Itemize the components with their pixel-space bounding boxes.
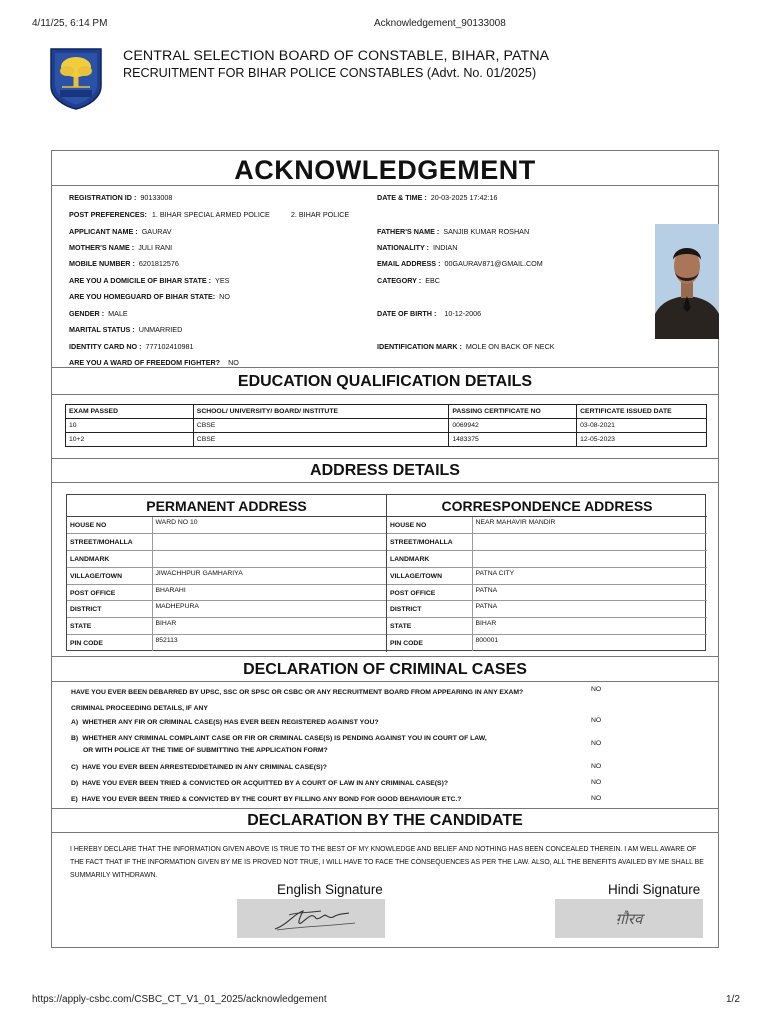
table-row (66, 419, 707, 433)
divider (52, 482, 718, 483)
identity-card-value: 777102410981 (145, 342, 194, 351)
table-row (387, 618, 707, 635)
column-header: PASSING CERTIFICATE NO (449, 405, 577, 419)
bihar-police-emblem-icon (48, 46, 104, 110)
address-value: JIWACHHPUR GAMHARIYA (152, 567, 386, 584)
freedom-fighter-field (69, 358, 239, 367)
criminal-question-c (71, 764, 327, 771)
candidate-declaration-title: DECLARATION BY THE CANDIDATE (247, 812, 523, 829)
address-value: PATNA (472, 584, 707, 601)
category-value: EBC (425, 276, 440, 285)
mother-name-field (69, 243, 172, 252)
address-label: STATE (67, 618, 152, 635)
address-value: NEAR MAHAVIR MANDIR (472, 517, 707, 534)
table-row (387, 584, 707, 601)
post-preference-2: 2. BIHAR POLICE (290, 210, 350, 219)
column-header: SCHOOL/ UNIVERSITY/ BOARD/ INSTITUTE (193, 405, 449, 419)
criminal-cases-title: DECLARATION OF CRIMINAL CASES (243, 661, 527, 678)
table-row (387, 567, 707, 584)
education-table (65, 404, 707, 447)
address-value (472, 534, 707, 551)
dob-value: 10-12-2006 (444, 309, 482, 318)
registration-id-label: REGISTRATION ID : (69, 193, 137, 202)
dob-label: DATE OF BIRTH : (377, 309, 437, 318)
date-time-field (377, 193, 498, 202)
address-value: WARD NO 10 (152, 517, 386, 534)
table-cell: 12-05-2023 (577, 433, 707, 447)
divider (52, 367, 718, 368)
category-label: CATEGORY : (377, 276, 422, 285)
identity-card-field (69, 342, 194, 351)
freedom-fighter-label: ARE YOU A WARD OF FREEDOM FIGHTER? (69, 358, 221, 367)
marital-status-field (69, 325, 182, 334)
address-value: PATNA (472, 601, 707, 618)
table-row (67, 584, 386, 601)
homeguard-label: ARE YOU HOMEGUARD OF BIHAR STATE: (69, 292, 216, 301)
address-value: BIHAR (152, 618, 386, 635)
table-cell: CBSE (193, 433, 449, 447)
address-label: VILLAGE/TOWN (387, 567, 472, 584)
table-cell: 0069942 (449, 419, 577, 433)
table-row (387, 517, 707, 534)
address-label: POST OFFICE (67, 584, 152, 601)
question-text: HAVE YOU EVER BEEN ARRESTED/DETAINED IN ANY CRIMINAL CASE(S)? (82, 764, 327, 771)
question-number: E) (71, 796, 78, 803)
applicant-name-field (69, 227, 172, 236)
marital-status-value: UNMARRIED (138, 325, 183, 334)
address-value: BIHAR (472, 618, 707, 635)
category-field (377, 276, 440, 285)
page-title: ACKNOWLEDGEMENT (234, 155, 536, 185)
email-value: 00GAURAV871@GMAIL.COM (444, 259, 543, 268)
address-label: HOUSE NO (387, 517, 472, 534)
address-label: VILLAGE/TOWN (67, 567, 152, 584)
address-label: HOUSE NO (67, 517, 152, 534)
table-row (67, 635, 386, 652)
email-label: EMAIL ADDRESS : (377, 259, 441, 268)
column-header: CERTIFICATE ISSUED DATE (577, 405, 707, 419)
mother-name-value: JULI RANI (138, 243, 173, 252)
post-preferences-field (69, 210, 349, 219)
question-text: HAVE YOU EVER BEEN TRIED & CONVICTED OR ACQUITTED BY A COURT OF LAW IN ANY CRIMINAL CASE(S)? (82, 780, 448, 787)
identification-mark-field (377, 342, 555, 351)
criminal-question-e (71, 796, 461, 803)
question-number: C) (71, 764, 79, 771)
table-row (387, 551, 707, 568)
board-title: CENTRAL SELECTION BOARD OF CONSTABLE, BIHAR, PATNA (123, 48, 550, 64)
father-name-value: SANJIB KUMAR ROSHAN (443, 227, 530, 236)
print-page-number: 1/2 (726, 994, 740, 1005)
permanent-address-title: PERMANENT ADDRESS (67, 495, 386, 517)
address-label: DISTRICT (67, 601, 152, 618)
address-value: MADHEPURA (152, 601, 386, 618)
address-table (66, 494, 706, 651)
divider (52, 394, 718, 395)
divider (52, 458, 718, 459)
table-cell: 10 (66, 419, 194, 433)
permanent-address-section (67, 495, 387, 652)
address-value (152, 551, 386, 568)
table-row (387, 635, 707, 652)
date-time-label: DATE & TIME : (377, 193, 427, 202)
marital-status-label: MARITAL STATUS : (69, 325, 135, 334)
identity-card-label: IDENTITY CARD NO : (69, 342, 142, 351)
gender-value: MALE (108, 309, 128, 318)
homeguard-field (69, 292, 230, 301)
post-preference-1: 1. BIHAR SPECIAL ARMED POLICE (151, 210, 270, 219)
table-row (67, 567, 386, 584)
mobile-label: MOBILE NUMBER : (69, 259, 135, 268)
nationality-field (377, 243, 457, 252)
criminal-question-d (71, 780, 448, 787)
table-cell: 1483375 (449, 433, 577, 447)
table-cell: 10+2 (66, 433, 194, 447)
criminal-answer-d: NO (591, 779, 602, 786)
debarred-answer: NO (591, 686, 602, 693)
address-label: LANDMARK (67, 551, 152, 568)
table-cell: 03-08-2021 (577, 419, 707, 433)
print-url: https://apply-csbc.com/CSBC_CT_V1_01_2025/acknowledgement (32, 994, 327, 1005)
correspondence-address-section (387, 495, 707, 652)
table-row (67, 618, 386, 635)
domicile-label: ARE YOU A DOMICILE OF BIHAR STATE : (69, 276, 212, 285)
registration-id-value: 90133008 (140, 193, 173, 202)
homeguard-value: NO (219, 292, 230, 301)
address-label: PIN CODE (387, 635, 472, 652)
english-signature-image (237, 899, 385, 938)
applicant-photo (655, 224, 719, 339)
divider (52, 832, 718, 833)
mobile-value: 6201812576 (138, 259, 179, 268)
print-datetime: 4/11/25, 6:14 PM (32, 18, 108, 29)
declaration-text: I HEREBY DECLARE THAT THE INFORMATION GIVEN ABOVE IS TRUE TO THE BEST OF MY KNOWLEDGE AND BELIEF AND NOTHING HAS BEEN CONCEALED THEREIN. I AM WELL AWARE OF THE FACT THAT IF THE INFORMATION GIVEN BY ME IS PROVED NOT TRUE, I WILL HAVE TO FACE THE CONSEQUENCES AS PER THE LAW. ALSO, ALL THE BENEFITS AVAILED BY ME SHALL BE SUMMARILY WITHDRAWN. (70, 846, 704, 879)
divider (52, 808, 718, 809)
applicant-name-label: APPLICANT NAME : (69, 227, 138, 236)
criminal-question-b (71, 735, 487, 742)
address-label: STREET/MOHALLA (67, 534, 152, 551)
post-preferences-label: POST PREFERENCES: (69, 210, 147, 219)
table-row (67, 517, 386, 534)
question-text: WHETHER ANY FIR OR CRIMINAL CASE(S) HAS EVER BEEN REGISTERED AGAINST YOU? (82, 719, 379, 726)
father-name-label: FATHER'S NAME : (377, 227, 440, 236)
date-time-value: 20-03-2025 17:42:16 (430, 193, 498, 202)
question-text: WHETHER ANY CRIMINAL COMPLAINT CASE OR FIR OR CRIMINAL CASE(S) IS PENDING AGAINST YOU IN COURT OF LAW, (82, 735, 487, 742)
acknowledgement-form (51, 150, 719, 948)
gender-field (69, 309, 128, 318)
mother-name-label: MOTHER'S NAME : (69, 243, 135, 252)
address-value (472, 551, 707, 568)
address-label: POST OFFICE (387, 584, 472, 601)
permanent-address-table (67, 517, 386, 651)
correspondence-address-table (387, 517, 707, 651)
question-number: A) (71, 719, 79, 726)
table-header-row (66, 405, 707, 419)
address-value: 852113 (155, 637, 178, 645)
column-header: EXAM PASSED (66, 405, 194, 419)
table-cell: CBSE (193, 419, 449, 433)
address-value: BHARAHI (152, 584, 386, 601)
correspondence-address-title: CORRESPONDENCE ADDRESS (387, 495, 707, 517)
divider (52, 656, 718, 657)
divider (52, 185, 718, 186)
registration-id-field (69, 193, 172, 202)
address-label: PIN CODE (67, 635, 152, 652)
father-name-field (377, 227, 529, 236)
english-signature-label: English Signature (277, 882, 383, 897)
criminal-answer-b: NO (591, 740, 602, 747)
address-label: DISTRICT (387, 601, 472, 618)
address-value: PATNA CITY (472, 567, 707, 584)
criminal-proceeding-label: CRIMINAL PROCEEDING DETAILS, IF ANY (71, 705, 208, 712)
gender-label: GENDER : (69, 309, 105, 318)
criminal-question-a (71, 719, 379, 726)
table-row (67, 551, 386, 568)
table-row (387, 601, 707, 618)
question-number: D) (71, 780, 79, 787)
education-title: EDUCATION QUALIFICATION DETAILS (237, 373, 533, 390)
divider (52, 681, 718, 682)
address-value: 800001 (475, 637, 499, 645)
hindi-signature-label: Hindi Signature (608, 882, 701, 897)
nationality-value: INDIAN (433, 243, 458, 252)
identification-mark-value: MOLE ON BACK OF NECK (465, 342, 555, 351)
email-field (377, 259, 543, 268)
applicant-name-value: GAURAV (141, 227, 172, 236)
table-row (66, 433, 707, 447)
hindi-signature-image (555, 899, 703, 938)
freedom-fighter-value: NO (228, 358, 239, 367)
table-row (387, 534, 707, 551)
criminal-answer-e: NO (591, 795, 602, 802)
identification-mark-label: IDENTIFICATION MARK : (377, 342, 462, 351)
nationality-label: NATIONALITY : (377, 243, 430, 252)
question-text: HAVE YOU EVER BEEN TRIED & CONVICTED BY THE COURT BY FILLING ANY BOND FOR GOOD BEHAVIOUR ETC.? (81, 796, 462, 803)
domicile-field (69, 276, 229, 285)
table-row (67, 534, 386, 551)
address-label: STREET/MOHALLA (387, 534, 472, 551)
criminal-question-b-line2: OR WITH POLICE AT THE TIME OF SUBMITTING THE APPLICATION FORM? (83, 747, 328, 754)
debarred-question: HAVE YOU EVER BEEN DEBARRED BY UPSC, SSC OR SPSC OR CSBC OR ANY RECRUITMENT BOARD FROM APPEARING IN ANY EXAM? (71, 689, 524, 696)
mobile-field (69, 259, 179, 268)
address-title: ADDRESS DETAILS (310, 462, 460, 479)
criminal-answer-a: NO (591, 717, 602, 724)
question-number: B) (71, 735, 79, 742)
table-row (67, 601, 386, 618)
hindi-signature-text: ग़ौरव (615, 909, 643, 928)
address-label: STATE (387, 618, 472, 635)
board-subtitle: RECRUITMENT FOR BIHAR POLICE CONSTABLES (Advt. No. 01/2025) (123, 66, 537, 80)
address-label: LANDMARK (387, 551, 472, 568)
domicile-value: YES (215, 276, 230, 285)
address-value (152, 534, 386, 551)
dob-field (377, 309, 481, 318)
print-doc-title: Acknowledgement_90133008 (374, 18, 506, 29)
criminal-answer-c: NO (591, 763, 602, 770)
